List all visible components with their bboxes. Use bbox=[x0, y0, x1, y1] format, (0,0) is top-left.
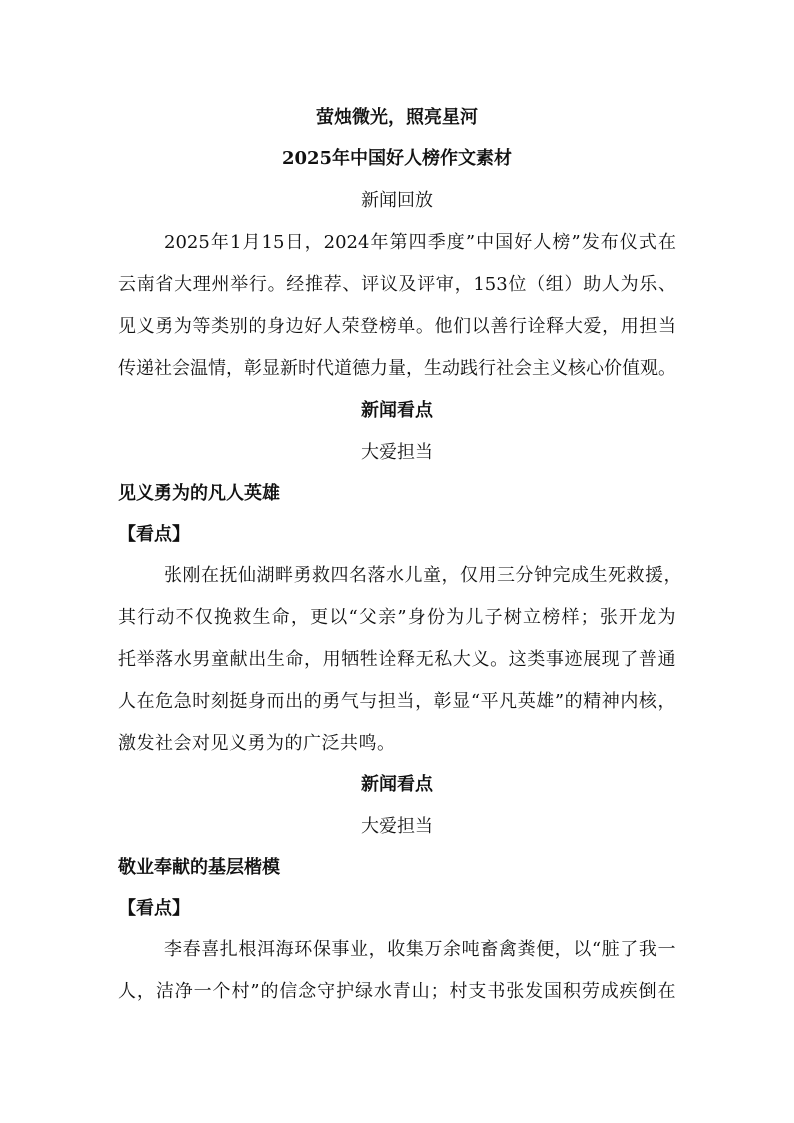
news-highlight-heading: 新闻看点 bbox=[361, 774, 433, 795]
section-heading-news-replay: 新闻回放 bbox=[361, 190, 433, 211]
topic-heading: 见义勇为的凡人英雄 bbox=[118, 483, 280, 504]
highlight-body-line: 李春喜扎根洱海环保事业，收集万余吨畜禽粪便，以“脏了我一 bbox=[164, 939, 676, 960]
highlight-body-line: 张刚在抚仙湖畔勇救四名落水儿童，仅用三分钟完成生死救援， bbox=[164, 565, 682, 586]
news-highlight-subheading: 大爱担当 bbox=[361, 816, 433, 837]
highlight-label: 【看点】 bbox=[118, 524, 190, 545]
news-replay-line: 2025年1月15日，2024年第四季度”中国好人榜”发布仪式在 bbox=[164, 232, 676, 253]
document-subtitle: 2025年中国好人榜作文素材 bbox=[281, 148, 513, 169]
news-highlight-heading: 新闻看点 bbox=[361, 400, 433, 421]
highlight-body-line: 其行动不仅挽救生命，更以“父亲”身份为儿子树立榜样；张开龙为 bbox=[118, 607, 676, 628]
news-replay-line: 传递社会温情，彰显新时代道德力量，生动践行社会主义核心价值观。 bbox=[118, 358, 676, 379]
highlight-body-line: 人，洁净一个村”的信念守护绿水青山；村支书张发国积劳成疾倒在 bbox=[118, 981, 676, 1002]
news-replay-line: 见义勇为等类别的身边好人荣登榜单。他们以善行诠释大爱，用担当 bbox=[118, 316, 676, 337]
highlight-body-line: 托举落水男童献出生命，用牺牲诠释无私大义。这类事迹展现了普通 bbox=[118, 649, 676, 670]
highlight-label: 【看点】 bbox=[118, 898, 190, 919]
news-highlight-subheading: 大爱担当 bbox=[361, 442, 433, 463]
news-replay-line: 云南省大理州举行。经推荐、评议及评审，153位（组）助人为乐、 bbox=[118, 274, 676, 295]
highlight-body-line: 激发社会对见义勇为的广泛共鸣。 bbox=[118, 733, 396, 754]
document-title: 萤烛微光，照亮星河 bbox=[316, 107, 478, 128]
highlight-body-line: 人在危急时刻挺身而出的勇气与担当，彰显“平凡英雄”的精神内核， bbox=[118, 691, 676, 712]
topic-heading: 敬业奉献的基层楷模 bbox=[118, 857, 280, 878]
